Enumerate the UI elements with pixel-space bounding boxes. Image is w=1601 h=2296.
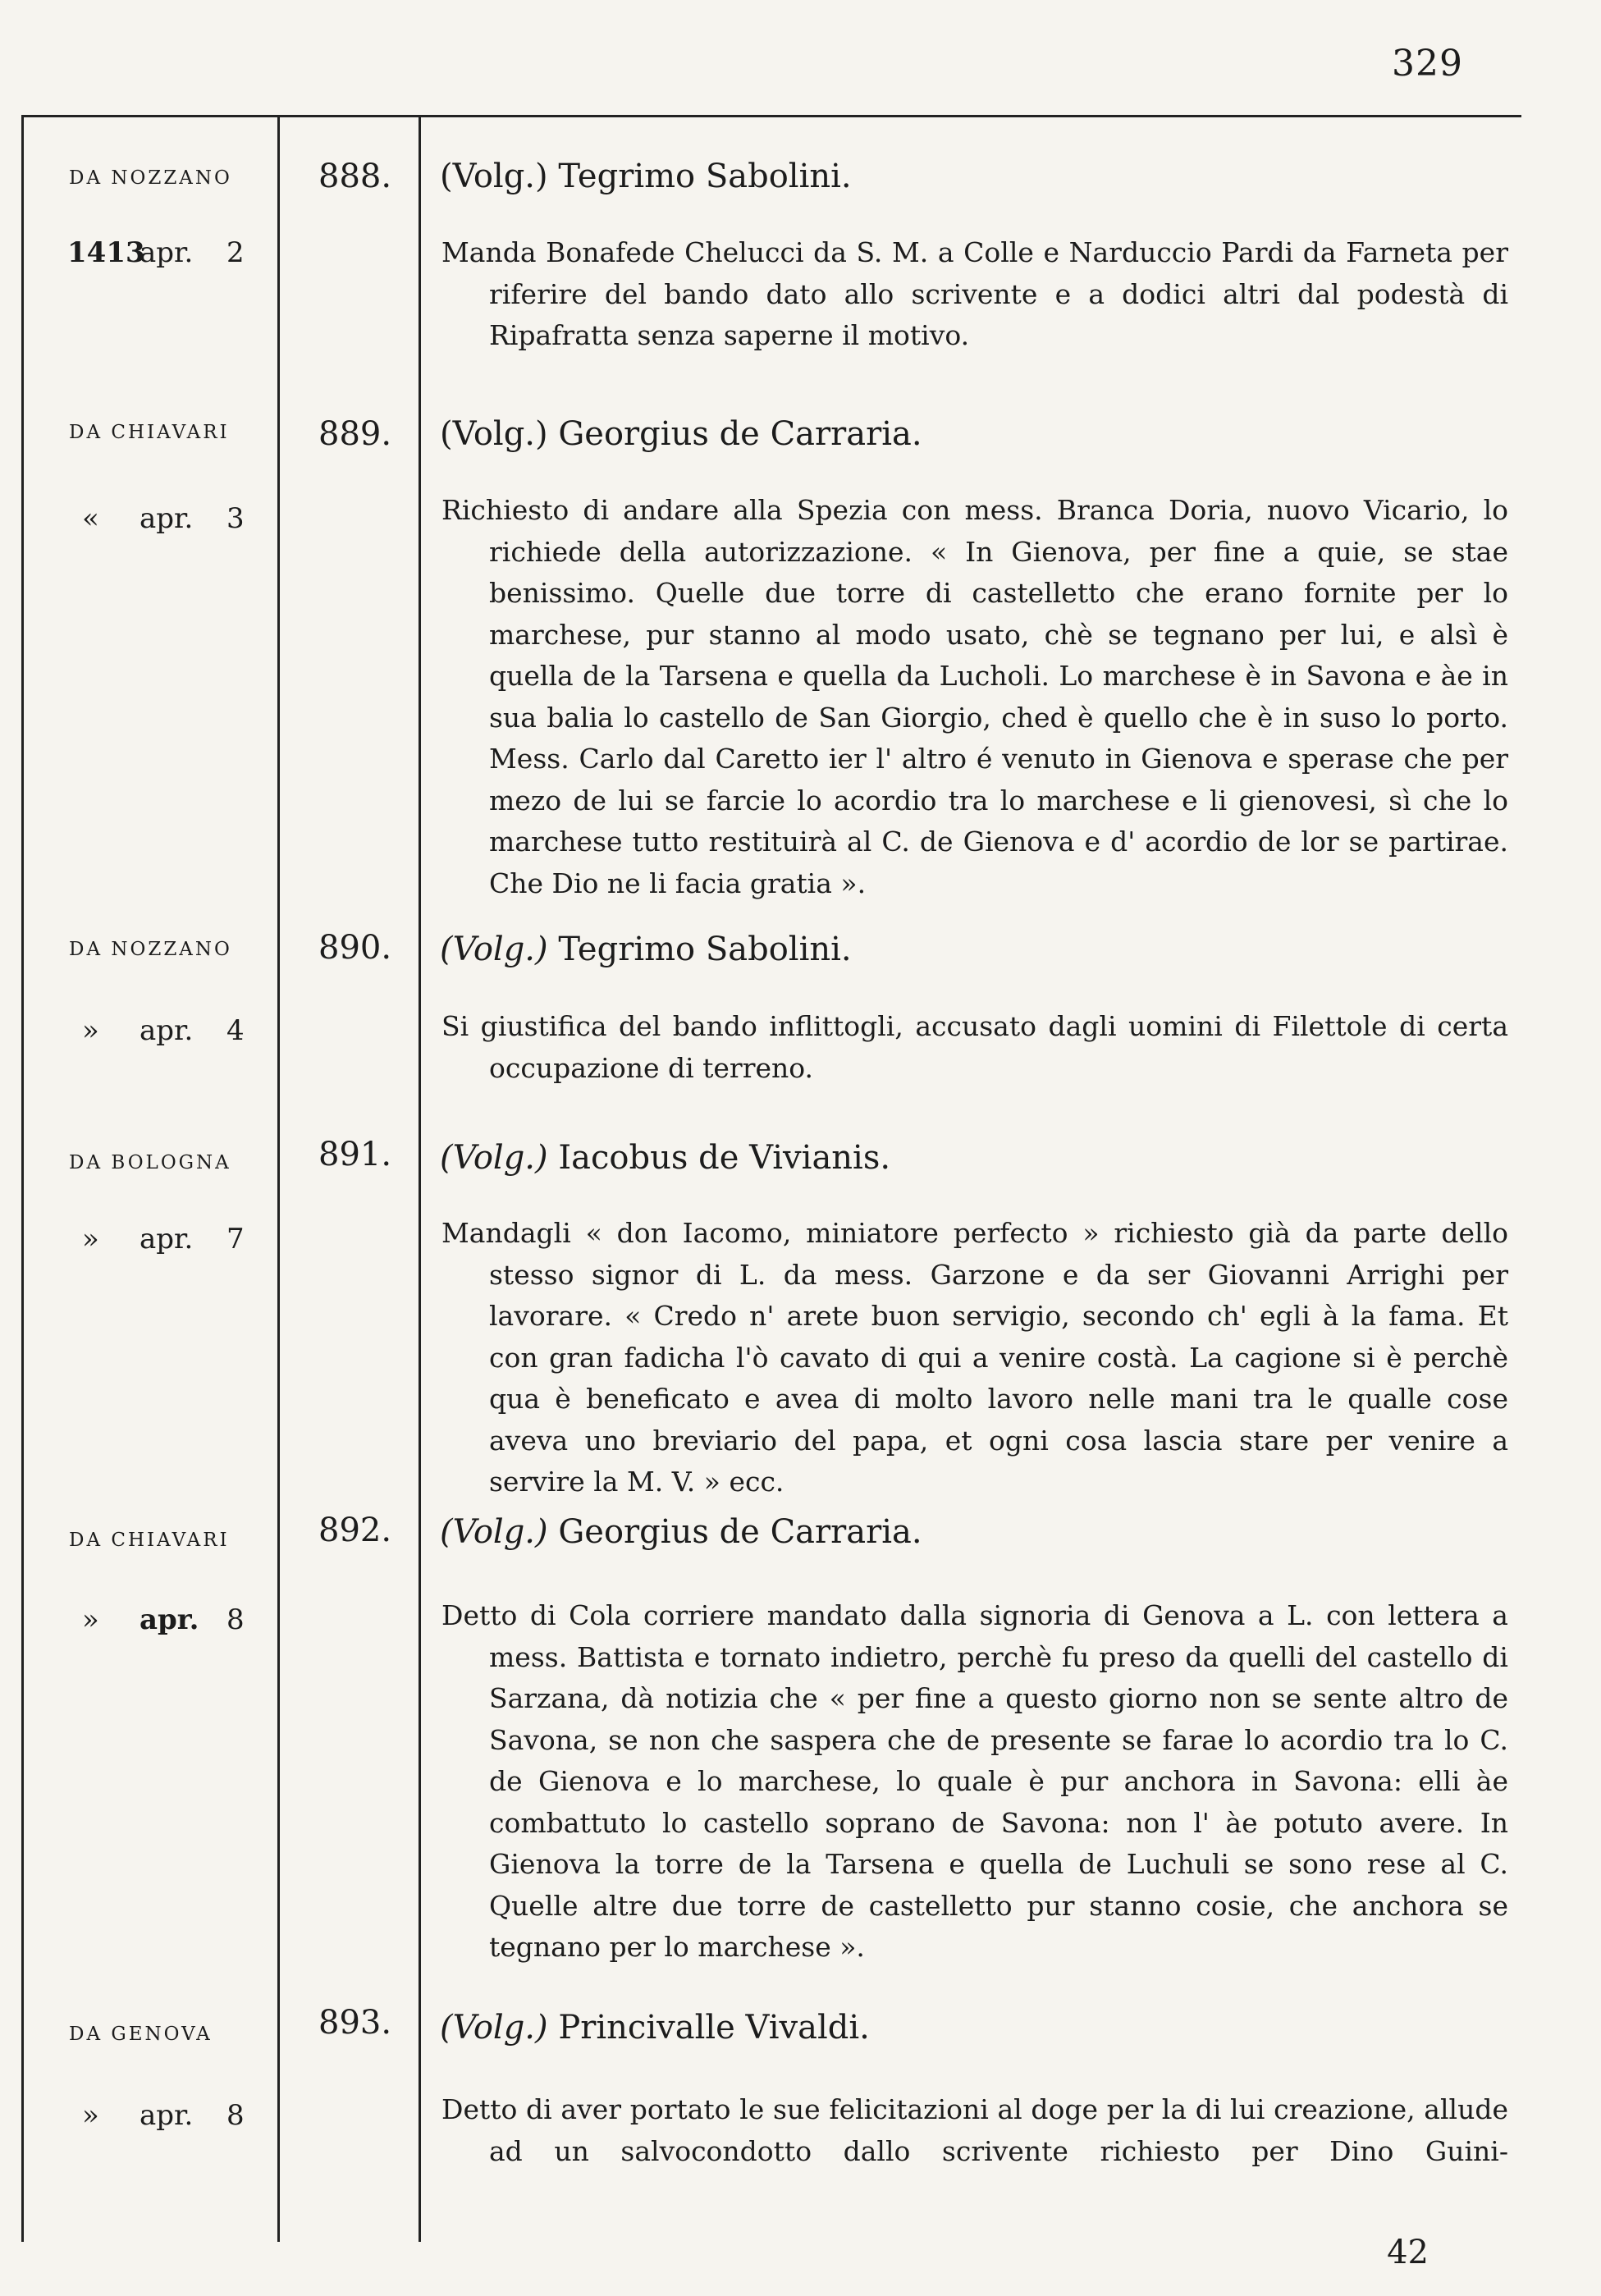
entry-sender bbox=[440, 2009, 870, 2047]
entry-month: apr. bbox=[140, 236, 194, 269]
sender-name: Georgius de Carraria. bbox=[558, 1513, 922, 1551]
sender-name: Georgius de Carraria. bbox=[558, 415, 922, 453]
ditto-mark: « bbox=[82, 502, 99, 535]
entry-sender bbox=[440, 1513, 922, 1551]
entry-day: 3 bbox=[226, 502, 245, 535]
entry-summary bbox=[441, 1213, 1508, 1503]
entry-day: 8 bbox=[226, 1603, 245, 1636]
summary-text: Mandagli « don Iacomo, miniatore perfecto » richiesto già da parte dello stesso signor di L. da mess. Garzone e da ser Giovanni Arrighi per lavorare. « Credo n' arete buon servigio, secondo ch' egli à la fama. Et con gran fadicha l'ò cavato di qui a venire costà. La cagione si è perchè qua è beneficato e avea di molto lavoro nelle mani tra le qualle cose aveva uno breviario del papa, et ogni cosa lascia stare per venire a servire la M. V. » ecc. bbox=[441, 1217, 1508, 1498]
entry-summary bbox=[441, 232, 1508, 357]
entry-day: 8 bbox=[226, 2099, 245, 2132]
footer-signature-number: 42 bbox=[1387, 2234, 1429, 2271]
ditto-mark: » bbox=[82, 2099, 99, 2132]
entry-place: DA BOLOGNA bbox=[69, 1152, 231, 1173]
volgare-label: (Volg.) bbox=[440, 158, 548, 195]
ditto-mark: » bbox=[82, 1223, 99, 1255]
entry-month: apr. bbox=[140, 1223, 194, 1255]
ditto-mark: » bbox=[82, 1603, 99, 1636]
entry-place: DA CHIAVARI bbox=[69, 1530, 230, 1551]
volgare-label: (Volg.) bbox=[440, 931, 548, 968]
summary-text: Detto di Cola corriere mandato dalla signoria di Genova a L. con lettera a mess. Battista e tornato indietro, perchè fu preso da quelli del castello di Sarzana, dà notizia che « per fine a questo giorno non se sente altro de Savona, se non che saspera che de presente se farae lo acordio tra lo C. de Gienova e lo marchese, lo quale è pur anchora in Savona: elli àe combattuto lo castello soprano de Savona: non l' àe potuto avere. In Gienova la torre de la Tarsena e quella de Luchuli se sono rese al C. Quelle altre due torre de castelletto pur stanno cosie, che anchora se tegnano per lo marchese ». bbox=[441, 1599, 1508, 1963]
entry-number: 891. bbox=[318, 1136, 392, 1173]
entry-place: DA CHIAVARI bbox=[69, 422, 230, 443]
entry-sender bbox=[440, 415, 922, 453]
volgare-label: (Volg.) bbox=[440, 2009, 548, 2047]
entry-place: DA NOZZANO bbox=[69, 939, 232, 960]
volgare-label: (Volg.) bbox=[440, 1513, 548, 1551]
entry-number: 892. bbox=[318, 1512, 392, 1549]
sender-name: Tegrimo Sabolini. bbox=[558, 931, 852, 968]
entry-day: 2 bbox=[226, 236, 245, 269]
sender-name: Iacobus de Vivianis. bbox=[558, 1139, 891, 1177]
entry-summary bbox=[441, 1595, 1508, 1969]
entry-number: 888. bbox=[318, 158, 392, 195]
entry-place: DA NOZZANO bbox=[69, 167, 232, 189]
column-rule-date bbox=[277, 115, 280, 2242]
entry-day: 7 bbox=[226, 1223, 245, 1255]
ditto-mark: » bbox=[82, 1014, 99, 1047]
column-rule-number bbox=[419, 115, 421, 2242]
entry-summary bbox=[441, 1006, 1508, 1089]
entry-place: DA GENOVA bbox=[69, 2024, 213, 2045]
summary-text: Manda Bonafede Chelucci da S. M. a Colle e Narduccio Pardi da Farneta per riferire del bando dato allo scrivente e a dodici altri dal podestà di Ripafratta senza saperne il motivo. bbox=[441, 236, 1508, 351]
entry-month: apr. bbox=[140, 1603, 199, 1636]
header-rule bbox=[21, 115, 1521, 117]
entry-month: apr. bbox=[140, 1014, 194, 1047]
entry-sender bbox=[440, 1139, 890, 1177]
entry-number: 890. bbox=[318, 929, 392, 967]
volgare-label: (Volg.) bbox=[440, 1139, 548, 1177]
summary-text: Richiesto di andare alla Spezia con mess. Branca Doria, nuovo Vicario, lo richiede della autorizzazione. « In Gienova, per fine a quie, se stae benissimo. Quelle due torre di castelletto che erano fornite per lo marchese, pur stanno al modo usato, chè se tegnano per lui, e alsì è quella de la Tarsena e quella da Lucholi. Lo marchese è in Savona e àe in sua balia lo castello de San Giorgio, ched è quello che è in suso lo porto. Mess. Carlo dal Caretto ier l' altro é venuto in Gienova e sperase che per mezo de lui se farcie lo acordio tra lo marchese e li gienovesi, sì che lo marchese tutto restituirà al C. de Gienova e d' acordio de lor se partirae. Che Dio ne li facia gratia ». bbox=[441, 494, 1508, 899]
sender-name: Princivalle Vivaldi. bbox=[558, 2009, 870, 2047]
entry-day: 4 bbox=[226, 1014, 245, 1047]
entry-month: apr. bbox=[140, 502, 194, 535]
entry-summary bbox=[441, 490, 1508, 904]
summary-text: Detto di aver portato le sue felicitazioni al doge per la di lui creazione, allude ad un salvocondotto dallo scrivente richiesto per Dino Guini- bbox=[441, 2093, 1508, 2167]
entry-number: 893. bbox=[318, 2004, 392, 2042]
page-number: 329 bbox=[1392, 43, 1463, 85]
summary-text: Si giustifica del bando inflittogli, accusato dagli uomini di Filettole di certa occupazione di terreno. bbox=[441, 1010, 1508, 1084]
entry-summary bbox=[441, 2089, 1508, 2172]
sender-name: Tegrimo Sabolini. bbox=[558, 158, 852, 195]
entry-number: 889. bbox=[318, 415, 392, 453]
column-rule-left bbox=[21, 115, 24, 2242]
entry-sender bbox=[440, 931, 852, 968]
volgare-label: (Volg.) bbox=[440, 415, 548, 453]
entry-year: 1413 bbox=[67, 236, 145, 269]
entry-month: apr. bbox=[140, 2099, 194, 2132]
entry-sender bbox=[440, 158, 852, 195]
